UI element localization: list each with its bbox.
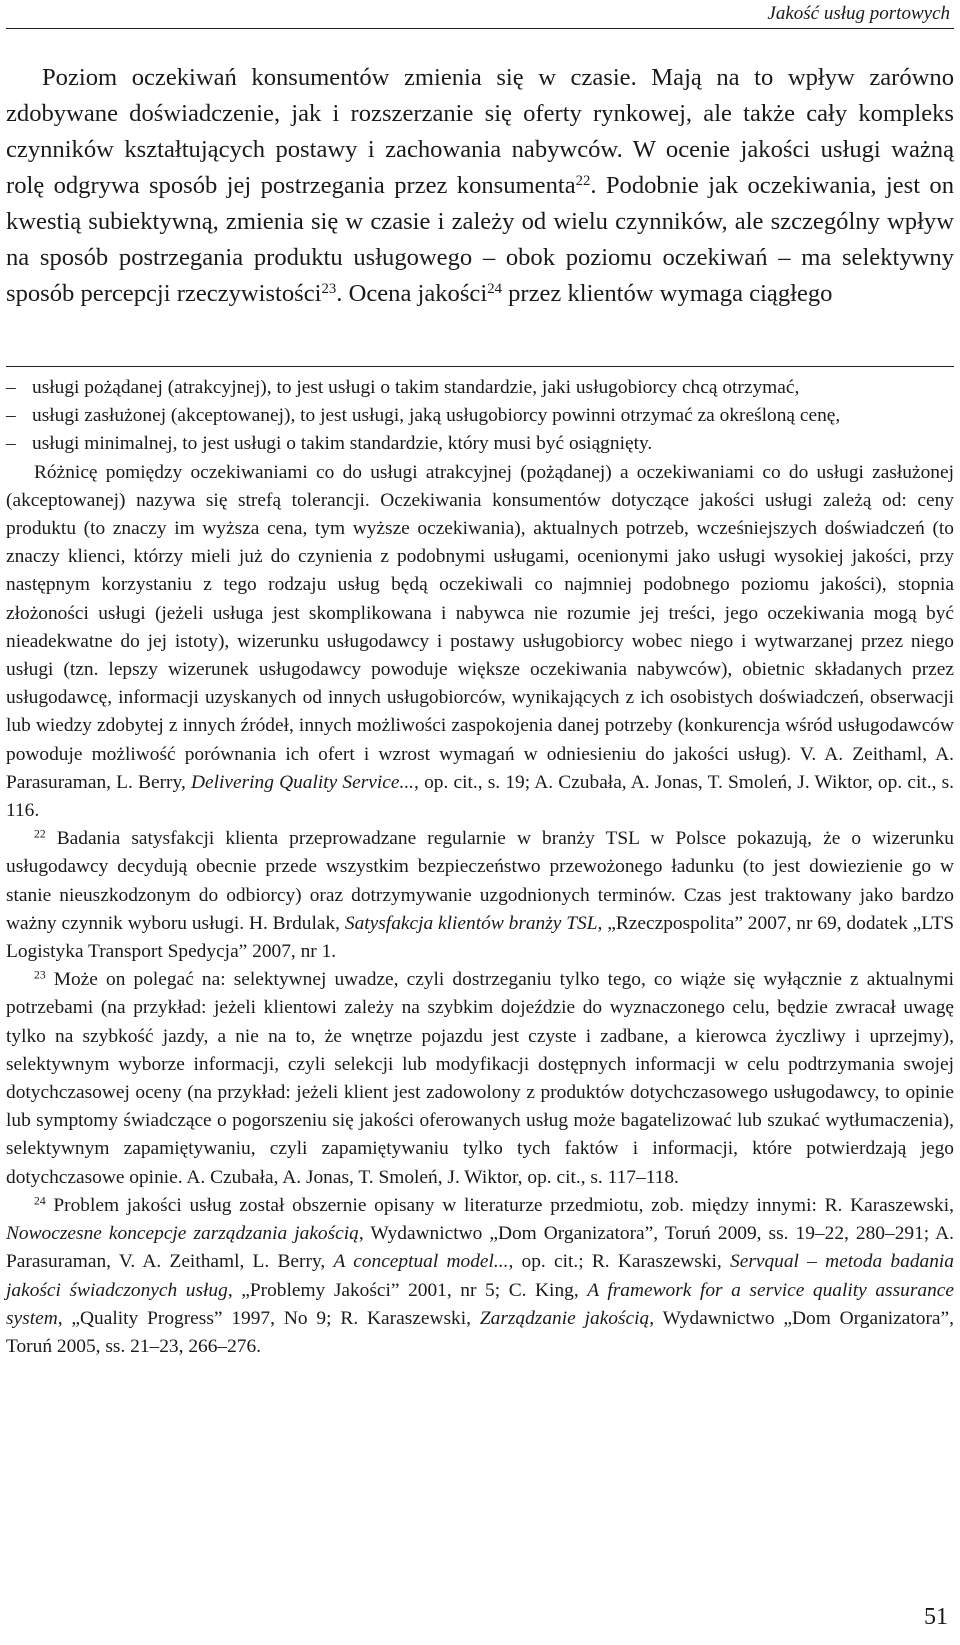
footnote-ref-22[interactable]: 22	[575, 172, 591, 189]
footnote-text: Problem jakości usług został obszernie opisany w literaturze przedmiotu, zob. między innymi: R. Karaszewski,	[45, 1194, 954, 1216]
footnote-ref-24[interactable]: 24	[487, 280, 502, 297]
dash-bullet: –	[6, 405, 16, 427]
main-text-part: przez klientów wymaga ciągłego	[501, 280, 833, 307]
footnote-text: , Wydawnictwo „Dom Organizatora”, Toruń 2009, ss. 19–22, 280–291; A. Parasuraman, V. A. Zeithaml, L. Berry,	[6, 1223, 954, 1273]
footnote-text: , „Rzeczpospolita” 2007, nr 69, dodatek „LTS Logistyka Transport Spedycja” 2007, nr 1.	[6, 912, 954, 963]
footnote-text: , op. cit., s. 19; A. Czubała, A. Jonas, T. Smoleń, J. Wiktor, op. cit., s. 116.	[6, 771, 954, 822]
cited-title: A framework for a service quality assurance system	[6, 1279, 954, 1329]
footnote-number: 23	[34, 968, 46, 982]
footnote-text: , „Quality Progress” 1997, No 9; R. Karaszewski,	[57, 1307, 480, 1329]
footnote-dash-list	[6, 374, 954, 459]
footnote-text: , Wydawnictwo „Dom Organizatora”, Toruń 2005, ss. 21–23, 266–276.	[6, 1307, 954, 1357]
cited-title: Zarządzanie jakością	[479, 1307, 650, 1329]
footnote-22	[6, 825, 954, 966]
main-text-part: Poziom oczekiwań konsumentów zmienia się w czasie. Mają na to wpływ zarówno zdobywane doświadczenie, jak i rozszerzanie się oferty rynkowej, ale także cały kompleks czynników kształtujących postawy i zachowania nabywców. W ocenie jakości usługi ważną rolę odgrywa sposób jej postrzegania przez konsumenta	[6, 64, 954, 199]
footnote-24	[6, 1192, 954, 1361]
list-item-text: usługi minimalnej, to jest usługi o takim standardzie, który musi być osiągnięty.	[32, 433, 653, 455]
list-item	[6, 430, 954, 458]
running-header	[6, 0, 954, 29]
cited-title: A conceptual model...	[333, 1251, 509, 1273]
footnotes-section	[6, 374, 954, 1361]
main-text-part: . Ocena jakości	[336, 280, 488, 307]
footnote-text: , op. cit.; R. Karaszewski,	[508, 1251, 731, 1273]
list-item	[6, 402, 954, 430]
dash-bullet: –	[6, 377, 16, 398]
footnote-text: Badania satysfakcji klienta przeprowadzane regularnie w branży TSL w Polsce pokazują, że o wizerunku usługodawcy decydują obecnie przede wszystkim bezpieczeństwo przewożonego ładunku (to jest dowiezienie go w stanie nieuszkodzonym do odbiorcy) oraz dotrzymywanie uzgodnionych terminów. Czas jest traktowany jako bardzo ważny czynnik wyboru usługi. H. Brdulak,	[6, 828, 954, 934]
main-text-part: . Podobnie jak oczekiwania, jest on kwestią subiektywną, zmienia się w czasie i zależy od wielu czynników, ale szczególny wpływ na sposób postrzegania produktu usługowego – obok poziomu oczekiwań – ma selektywny sposób percepcji rzeczywistości	[6, 172, 954, 307]
footnote-23	[6, 966, 954, 1192]
list-item-text: usługi pożądanej (atrakcyjnej), to jest usługi o takim standardzie, jaki usługobiorcy chcą otrzymać,	[32, 377, 800, 398]
footnote-number: 22	[34, 827, 46, 841]
footnote-text: , „Problemy Jakości” 2001, nr 5; C. King,	[227, 1279, 588, 1301]
list-item-text: usługi zasłużonej (akceptowanej), to jest usługi, jaką usługobiorcy powinni otrzymać za określoną cenę,	[32, 405, 841, 427]
footnote-continuation	[6, 459, 954, 826]
main-paragraph	[6, 60, 954, 312]
footnote-divider	[6, 366, 954, 367]
cited-title: Satysfakcja klientów branży TSL	[344, 912, 598, 934]
dash-bullet: –	[6, 433, 16, 455]
footnote-ref-23[interactable]: 23	[321, 280, 337, 297]
cited-title: Servqual – metoda badania jakości świadczonych usług	[6, 1251, 954, 1301]
cited-title: Nowoczesne koncepcje zarządzania jakością	[6, 1223, 359, 1245]
footnote-text: Może on polegać na: selektywnej uwadze, czyli dostrzeganiu tylko tego, co wiąże się wyłącznie z aktualnymi potrzebami (na przykład: jeżeli klientowi zależy na szybkim dojeździe do wyznaczonego celu, będzie zwracał uwagę tylko na szybkość jazdy, a nie na to, że wnętrze pojazdu jest czyste i zadbane, a kierowca życzliwy i uprzejmy), selektywnym wyborze informacji, czyli selekcji lub modyfikacji dostępnych informacji w celu podtrzymania swojej dotychczasowej oceny (na przykład: jeżeli klient jest zadowolony z produktów dotychczasowego usługodawcy, to opinie lub symptomy świadczące o pogorszeniu się jakości oferowanych usług może bagatelizować lub szukać wytłumaczenia), selektywnym zapamiętywaniu, czyli zapamiętywaniu tylko tych faktów i informacji, które potwierdzają jego dotychczasowe opinie. A. Czubała, A. Jonas, T. Smoleń, J. Wiktor, op. cit., s. 117–118.	[6, 969, 954, 1188]
page-number: 51	[924, 1604, 948, 1630]
footnote-text: Różnicę pomiędzy oczekiwaniami co do usługi atrakcyjnej (pożądanej) a oczekiwaniami co do usługi zasłużonej (akceptowanej) nazywa się strefą tolerancji. Oczekiwania konsumentów dotyczące jakości usługi zależą od: ceny produktu (to znaczy im wyższa cena, tym wyższe oczekiwania), aktualnych potrzeb, wcześniejszych doświadczeń (to znaczy klienci, którzy mieli już do czynienia z podobnymi usługami, ocenionymi jako usługi wysokiej jakości, przy następnym korzystaniu z tego rodzaju usług będą oczekiwali co najmniej podobnego poziomu jakości), stopnia złożoności usługi (jeżeli usługa jest skomplikowana i nabywca nie rozumie jej treści, jego oczekiwania mogą być nieadekwatne do jej istoty), wizerunku usługodawcy i postawy usługobiorcy wobec niego i wytwarzanej przez niego usługi (tzn. lepszy wizerunek usługodawcy powoduje większe oczekiwania nabywców), obietnic składanych przez usługodawcę, informacji uzyskanych od innych usługobiorców, wynikających z ich osobistych doświadczeń, obserwacji lub wiedzy zdobytej z innych źródeł, innych możliwości zaspokojenia danej potrzeby (konkurencja wśród usługodawców powoduje możliwość porównania ich ofert i wzrost wymagań w odniesieniu do jakości usług). V. A. Zeithaml, A. Parasuraman, L. Berry,	[6, 461, 954, 793]
running-title: Jakość usług portowych	[767, 3, 950, 24]
footnote-number: 24	[34, 1194, 46, 1208]
cited-title: Delivering Quality Service...	[190, 771, 415, 793]
list-item	[6, 374, 954, 402]
